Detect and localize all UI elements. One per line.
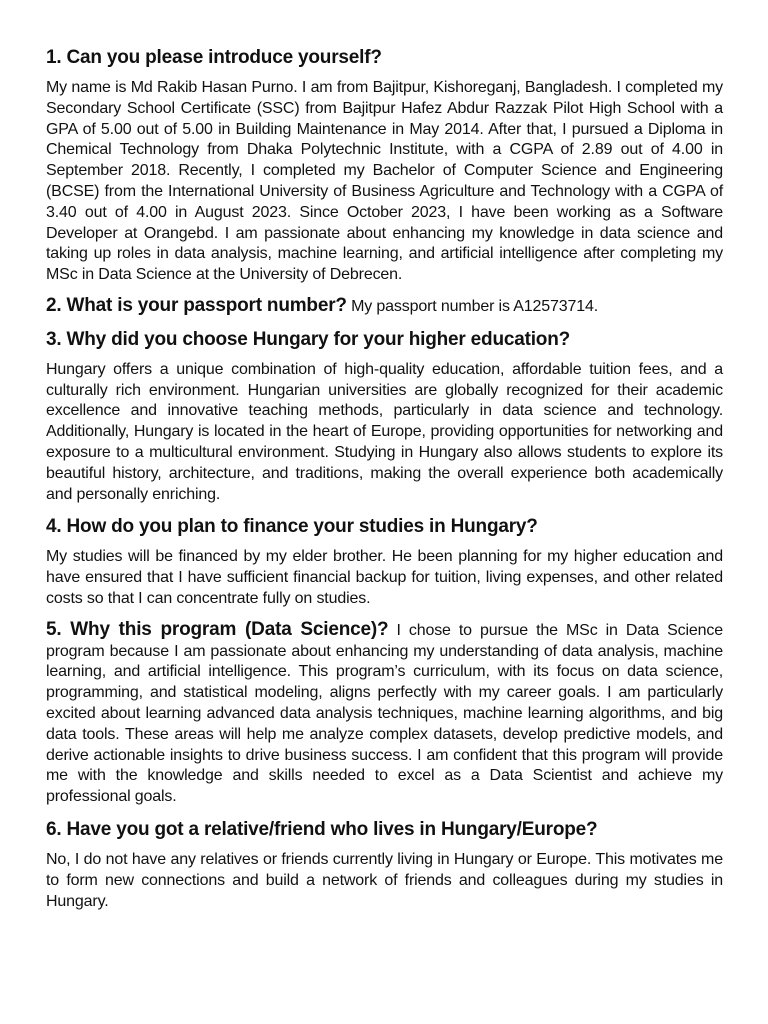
section-finance-studies	[46, 515, 723, 609]
document-page	[46, 46, 723, 922]
section-relative-friend	[46, 818, 723, 912]
question-heading: 6. Have you got a relative/friend who lives in Hungary/Europe?	[46, 818, 598, 840]
question-heading: 3. Why did you choose Hungary for your higher education?	[46, 328, 571, 350]
question-heading: 2. What is your passport number?	[46, 294, 347, 316]
answer-paragraph: Hungary offers a unique combination of high-quality education, affordable tuition fees, and a culturally rich environment. Hungarian universities are globally recognized for their academic excellence and innovative teaching methods, particularly in data science and technology. Additionally, Hungary is located in the heart of Europe, providing opportunities for networking and exposure to a multicultural environment. Studying in Hungary also allows students to explore its beautiful history, architecture, and traditions, making the overall experience both academically and personally enriching.	[46, 360, 723, 503]
question-answer-inline	[46, 296, 723, 318]
section-introduce-yourself	[46, 46, 723, 286]
section-passport-number	[46, 296, 723, 318]
answer-text: I chose to pursue the MSc in Data Science program because I am passionate about enhancing my understanding of data analysis, machine learning, and artificial intelligence. This program’s curriculum, with its focus on data science, programming, and statistical modeling, aligns perfectly with my career goals. I am particularly excited about learning advanced data analysis techniques, machine learning algorithms, and big data tools. These areas will help me analyze complex datasets, develop predictive models, and derive actionable insights to drive business success. I am confident that this program will provide me with the knowledge and skills needed to excel as a Data Scientist and achieve my professional goals.	[46, 621, 724, 806]
question-heading: 1. Can you please introduce yourself?	[46, 47, 382, 68]
question-heading: 5. Why this program (Data Science)?	[46, 618, 389, 640]
answer-text: My passport number is A12573714.	[351, 297, 599, 315]
answer-paragraph: My studies will be financed by my elder brother. He been planning for my higher education and have ensured that I have sufficient financial backup for tuition, living expenses, and other related costs so that I can concentrate fully on studies.	[46, 548, 723, 607]
question-answer-inline	[46, 620, 723, 808]
section-why-hungary	[46, 328, 723, 506]
answer-paragraph: No, I do not have any relatives or friends currently living in Hungary or Europe. This motivates me to form new connections and build a network of friends and colleagues during my studies in Hungary.	[46, 850, 723, 910]
section-why-program	[46, 620, 723, 808]
answer-paragraph: My name is Md Rakib Hasan Purno. I am from Bajitpur, Kishoreganj, Bangladesh. I completed my Secondary School Certificate (SSC) from Bajitpur Hafez Abdur Razzak Pilot High School with a GPA of 5.00 out of 5.00 in Building Maintenance in May 2014. After that, I pursued a Diploma in Chemical Technology from Dhaka Polytechnic Institute, with a CGPA of 2.89 out of 4.00 in September 2018. Recently, I completed my Bachelor of Computer Science and Engineering (BCSE) from the International University of Business Agriculture and Technology with a CGPA of 3.40 out of 4.00 in August 2023. Since October 2023, I have been working as a Software Developer at Orangebd. I am passionate about enhancing my knowledge in data science and taking up roles in data analysis, machine learning, and artificial intelligence after completing my MSc in Data Science at the University of Debrecen.	[46, 79, 723, 284]
question-heading: 4. How do you plan to finance your studies in Hungary?	[46, 516, 538, 538]
